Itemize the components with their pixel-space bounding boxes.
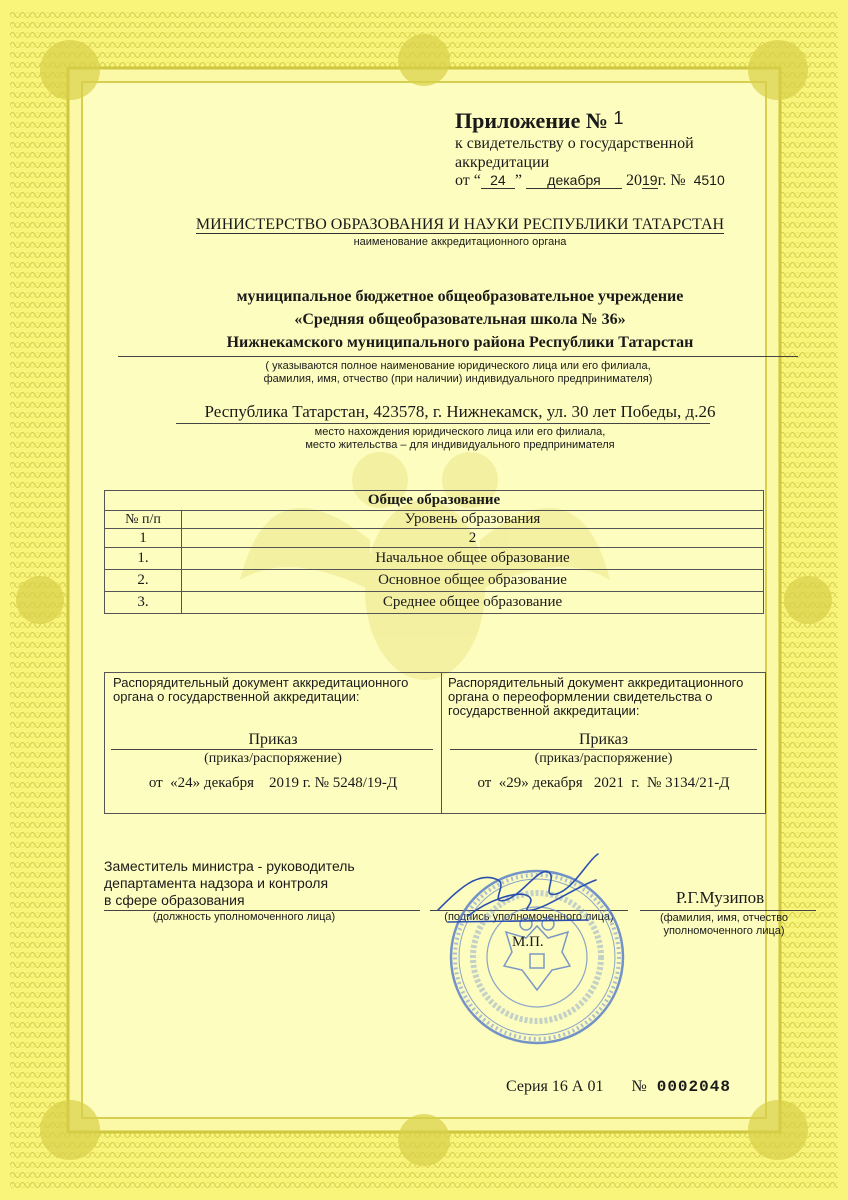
org-divider [118,356,798,357]
table-row [105,570,764,592]
appendix-line2: аккредитации [455,154,550,171]
appendix-title-text: Приложение № [455,108,608,133]
order-left-type-caption: (приказ/распоряжение) [204,751,342,766]
column-header-level: Уровень образования [182,511,764,529]
order-right-heading [448,676,743,718]
date-year-suffix: 19 [642,172,658,188]
date-day: 24 [481,172,515,189]
order-right-heading1: Распорядительный документ аккредитационного [448,675,744,690]
name-caption1: (фамилия, имя, отчество [659,912,789,924]
order-right-type-caption: (приказ/распоряжение) [534,751,673,766]
row-number: 2. [105,570,182,592]
name-divider [640,910,816,911]
order-left-date: от «24» декабря 2019 г. № 5248/19-Д [148,775,398,791]
column-index-2: 2 [182,529,764,548]
appendix-title [455,108,623,134]
appendix-date [455,172,725,190]
signer-position [104,858,355,909]
signer-position-line2: департамента надзора и контроля [104,875,329,891]
row-level: Среднее общее образование [182,592,764,614]
org-address: Республика Татарстан, 423578, г. Нижнекамск, ул. 30 лет Победы, д.26 [204,402,716,421]
education-table-title: Общее образование [105,491,764,511]
order-right-heading2: органа о переоформлении свидетельства о [448,689,713,704]
address-divider [176,423,710,424]
row-level: Начальное общее образование [182,548,764,570]
row-level: Основное общее образование [182,570,764,592]
date-prefix: от “ [455,172,481,189]
signer-position-line3: в сфере образования [104,892,245,908]
org-caption [118,360,798,386]
authority-caption: наименование аккредитационного органа [353,236,567,248]
order-right-date: от «29» декабря 2021 г. № 3134/21-Д [477,775,730,791]
handwritten-signature [428,850,608,930]
org-caption1: ( указываются полное наименование юридического лица или его филиала, [265,360,651,372]
table-row [105,548,764,570]
order-left-heading [113,676,408,704]
appendix-number: 1 [613,108,624,128]
signature-caption: (подпись уполномоченного лица) [444,911,614,923]
authority-name [150,216,770,234]
order-left [105,673,442,813]
orders-box [104,672,766,814]
series-line [506,1078,731,1096]
position-caption: (должность уполномоченного лица) [152,911,336,923]
org-line3: Нижнекамского муниципального района Республики Татарстан [226,334,694,351]
date-g-label: г. № [657,172,686,189]
signer-name: Р.Г.Музипов [675,888,765,907]
org-line2: «Средняя общеобразовательная школа № 36» [294,311,626,328]
order-left-heading1: Распорядительный документ аккредитационного [113,675,409,690]
date-month: декабря [526,172,622,189]
appendix-subtitle [455,134,694,172]
row-number: 1. [105,548,182,570]
organization-name [110,285,810,354]
address-caption [110,426,810,452]
order-right-heading3: государственной аккредитации: [448,703,640,718]
series-label: Серия 16 А 01 [506,1078,604,1095]
column-header-number: № п/п [105,511,182,529]
authority-name-text: МИНИСТЕРСТВО ОБРАЗОВАНИЯ И НАУКИ РЕСПУБЛИКИ ТАТАРСТАН [195,216,725,233]
column-index-1: 1 [105,529,182,548]
education-table [104,490,764,614]
name-caption [636,912,812,938]
stamp-place-label: М.П. [512,934,544,950]
order-left-divider [111,749,433,750]
org-caption2: фамилия, имя, отчество (при наличии) индивидуального предпринимателя) [263,373,653,385]
org-line1: муниципальное бюджетное общеобразовательное учреждение [236,288,684,305]
order-left-heading2: органа о государственной аккредитации: [113,689,360,704]
appendix-line1: к свидетельству о государственной [455,135,694,152]
date-day-close: ” [514,172,522,189]
series-number: 0002048 [656,1078,731,1096]
date-year-prefix: 20 [626,172,642,189]
series-number-label: № [631,1078,647,1095]
name-caption2: уполномоченного лица) [663,925,785,937]
order-right [442,673,765,813]
address-caption1: место нахождения юридического лица или его филиала, [314,426,606,438]
order-right-divider [450,749,757,750]
table-row [105,592,764,614]
certificate-number: 4510 [693,172,725,188]
signer-position-line1: Заместитель министра - руководитель [104,858,355,874]
order-right-type: Приказ [578,731,629,748]
row-number: 3. [105,592,182,614]
order-left-type: Приказ [248,731,298,748]
address-caption2: место жительства – для индивидуального предпринимателя [305,439,615,451]
